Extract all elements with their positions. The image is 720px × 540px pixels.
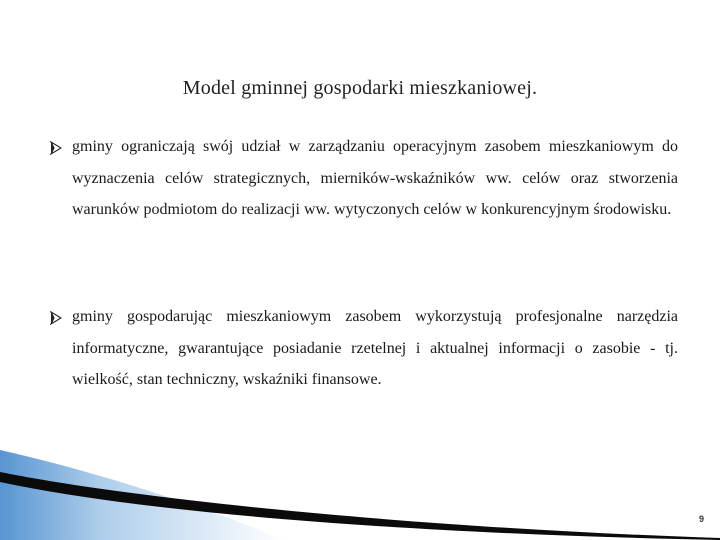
arrow-bullet-icon — [50, 311, 62, 325]
page-number: 9 — [698, 514, 704, 524]
bullet-text: gminy ograniczają swój udział w zarządzaniu operacyjnym zasobem mieszkaniowym do wyznaczenia celów strategicznych, mierników-wskaźników ww. celów oraz stworzenia warunków podmiotom do realizacji ww. wytyczonych celów w konkurencyjnym środowisku. — [72, 138, 678, 218]
bullet-item — [50, 136, 678, 226]
slide-title: Model gminnej gospodarki mieszkaniowej. — [182, 77, 538, 99]
corner-decoration — [0, 450, 720, 540]
bullet-text: gminy gospodarując mieszkaniowym zasobem wykorzystują profesjonalne narzędzia informatyczne, gwarantujące posiadanie rzetelnej i aktualnej informacji o zasobie - tj. wielkość, stan techniczny, wskaźniki finansowe. — [72, 308, 678, 388]
bullet-item — [50, 306, 678, 396]
arrow-bullet-icon — [50, 141, 62, 155]
